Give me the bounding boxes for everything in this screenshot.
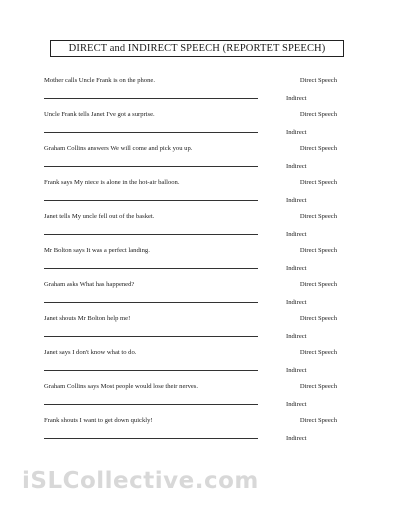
indirect-label: Indirect: [286, 265, 307, 272]
indirect-label: Indirect: [286, 299, 307, 306]
exercise-list: [0, 77, 400, 451]
direct-sentence: Janet shouts Mr Bolton help me!: [44, 315, 131, 322]
direct-speech-label: Direct Speech: [299, 111, 337, 118]
direct-sentence: Frank shouts I want to get down quickly!: [44, 417, 153, 424]
site-watermark: iSLCollective.com: [22, 468, 259, 494]
answer-line[interactable]: [44, 302, 258, 303]
direct-speech-label: Direct Speech: [299, 77, 337, 84]
exercise-item: [0, 213, 400, 247]
direct-sentence: Graham asks What has happened?: [44, 281, 135, 288]
direct-speech-label: Direct Speech: [299, 315, 337, 322]
worksheet-title: DIRECT and INDIRECT SPEECH (REPORTET SPEECH): [50, 40, 344, 57]
exercise-item: [0, 417, 400, 451]
direct-sentence: Graham Collins says Most people would lose their nerves.: [44, 383, 199, 390]
exercise-item: [0, 315, 400, 349]
exercise-item: [0, 247, 400, 281]
direct-speech-label: Direct Speech: [299, 213, 337, 220]
exercise-item: [0, 281, 400, 315]
answer-line[interactable]: [44, 98, 258, 99]
direct-sentence: Mother calls Uncle Frank is on the phone.: [44, 77, 155, 84]
direct-speech-label: Direct Speech: [299, 281, 337, 288]
direct-sentence: Uncle Frank tells Janet I've got a surprise.: [44, 111, 155, 118]
direct-sentence: Janet says I don't know what to do.: [44, 349, 137, 356]
answer-line[interactable]: [44, 336, 258, 337]
direct-speech-label: Direct Speech: [299, 247, 337, 254]
direct-speech-label: Direct Speech: [299, 417, 337, 424]
answer-line[interactable]: [44, 438, 258, 439]
direct-sentence: Mr Bolton says It was a perfect landing.: [44, 247, 150, 254]
answer-line[interactable]: [44, 370, 258, 371]
indirect-label: Indirect: [286, 197, 307, 204]
indirect-label: Indirect: [286, 95, 307, 102]
direct-speech-label: Direct Speech: [299, 145, 337, 152]
exercise-item: [0, 77, 400, 111]
direct-speech-label: Direct Speech: [299, 179, 337, 186]
direct-sentence: Frank says My niece is alone in the hot-air balloon.: [44, 179, 180, 186]
exercise-item: [0, 145, 400, 179]
answer-line[interactable]: [44, 166, 258, 167]
direct-sentence: Graham Collins answers We will come and pick you up.: [44, 145, 193, 152]
answer-line[interactable]: [44, 200, 258, 201]
direct-speech-label: Direct Speech: [299, 349, 337, 356]
direct-speech-label: Direct Speech: [299, 383, 337, 390]
answer-line[interactable]: [44, 234, 258, 235]
indirect-label: Indirect: [286, 163, 307, 170]
indirect-label: Indirect: [286, 333, 307, 340]
answer-line[interactable]: [44, 132, 258, 133]
exercise-item: [0, 179, 400, 213]
exercise-item: [0, 349, 400, 383]
indirect-label: Indirect: [286, 129, 307, 136]
indirect-label: Indirect: [286, 367, 307, 374]
indirect-label: Indirect: [286, 231, 307, 238]
indirect-label: Indirect: [286, 435, 307, 442]
exercise-item: [0, 111, 400, 145]
answer-line[interactable]: [44, 268, 258, 269]
answer-line[interactable]: [44, 404, 258, 405]
exercise-item: [0, 383, 400, 417]
direct-sentence: Janet tells My uncle fell out of the basket.: [44, 213, 155, 220]
indirect-label: Indirect: [286, 401, 307, 408]
